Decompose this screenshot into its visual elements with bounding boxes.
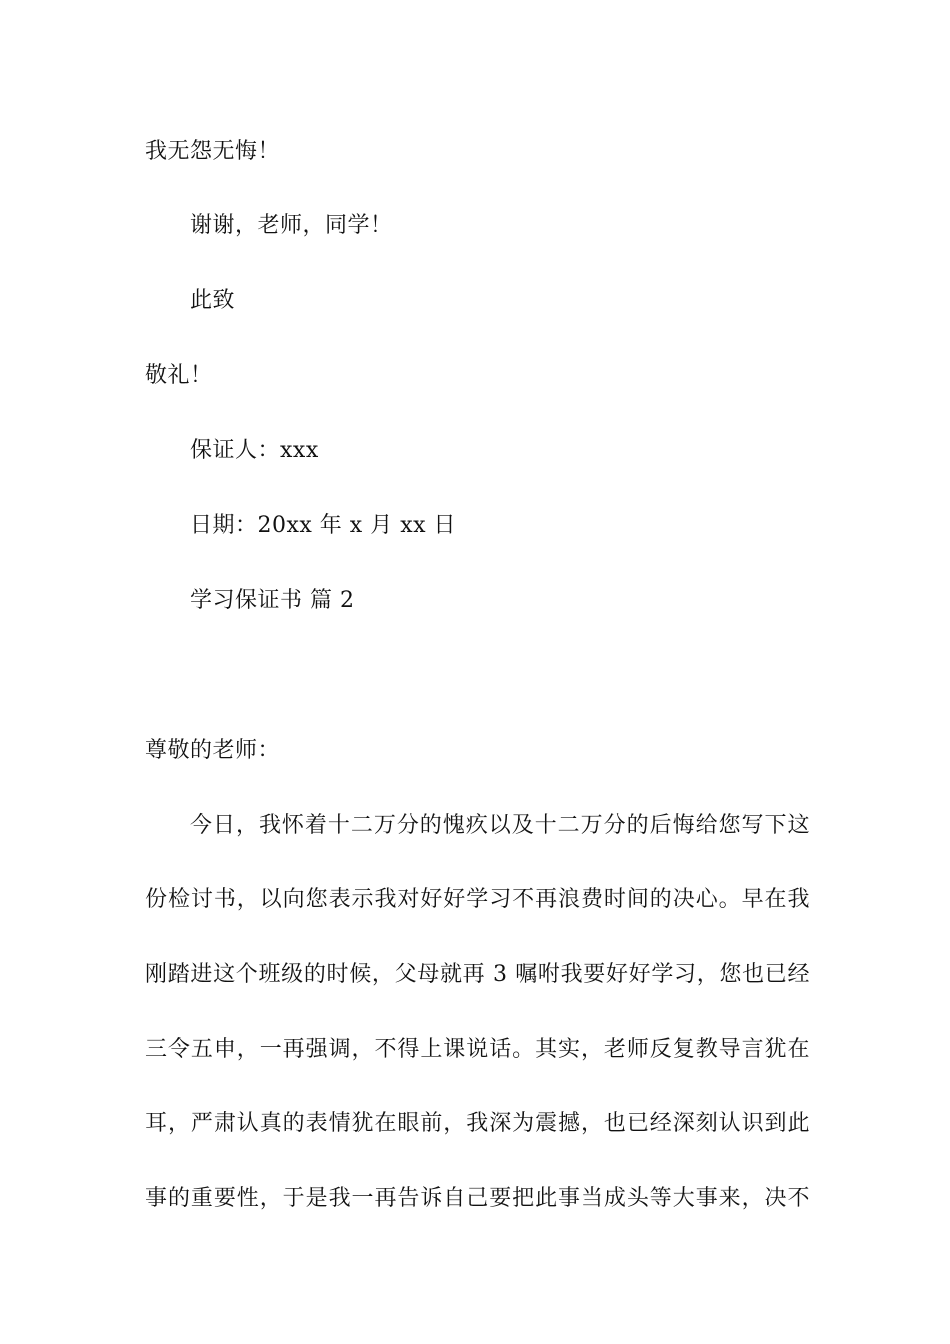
paragraph-line-4: 三令五申，一再强调，不得上课说话。其实，老师反复教导言犹在 <box>145 1037 810 1062</box>
text-line-guarantor: 保证人：xxx <box>190 438 319 463</box>
text-line-greeting: 尊敬的老师： <box>145 738 281 763</box>
section-title: 学习保证书 篇 2 <box>190 588 355 613</box>
text-line-thanks: 谢谢，老师，同学！ <box>190 213 393 238</box>
paragraph-line-3: 刚踏进这个班级的时候，父母就再 3 嘱咐我要好好学习，您也已经 <box>145 962 810 987</box>
text-line-date: 日期：20xx 年 x 月 xx 日 <box>190 513 456 538</box>
text-line-salutation-jing-li: 敬礼！ <box>145 363 213 388</box>
paragraph-line-6: 事的重要性，于是我一再告诉自己要把此事当成头等大事来，决不 <box>145 1186 810 1211</box>
paragraph-line-1: 今日，我怀着十二万分的愧疚以及十二万分的后悔给您写下这 <box>190 813 810 838</box>
paragraph-line-2: 份检讨书，以向您表示我对好好学习不再浪费时间的决心。早在我 <box>145 887 810 912</box>
text-line-salutation-ci-zhi: 此致 <box>190 288 236 313</box>
text-line-closing-statement: 我无怨无悔！ <box>145 139 281 164</box>
paragraph-line-5: 耳，严肃认真的表情犹在眼前，我深为震撼，也已经深刻认识到此 <box>145 1111 810 1136</box>
